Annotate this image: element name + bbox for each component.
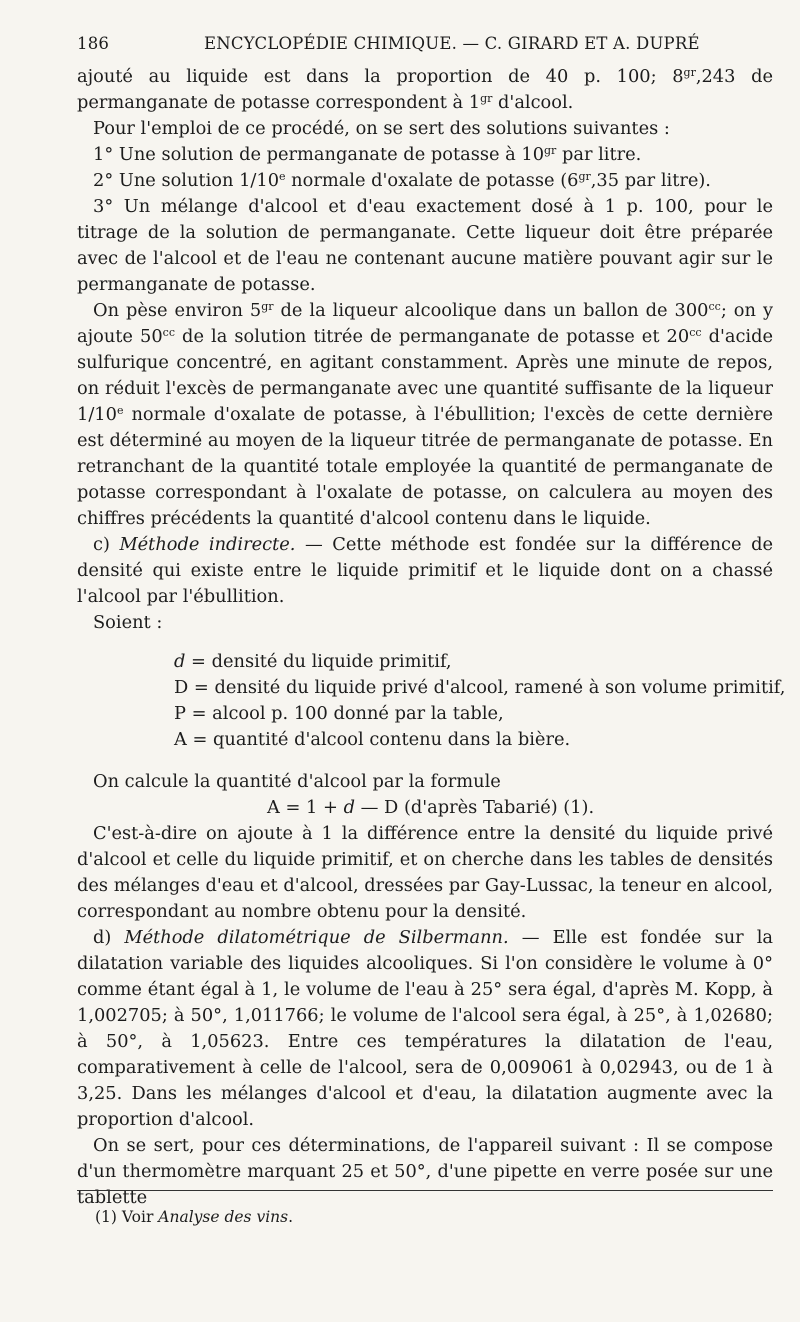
- footnote: (1) Voir Analyse des vins.: [95, 1208, 294, 1226]
- paragraph-3: 1° Une solution de permanganate de potasse à $10^{gr}$ par litre.: [93, 144, 642, 165]
- paragraph-1: ajouté au liquide est dans la proportion de 40 p. 100; $8^{gr},243$ de permanganate de potasse correspondent à $1^{gr}$ d'alcool.: [77, 66, 773, 113]
- definition-A: A = quantité d'alcool contenu dans la bière.: [174, 729, 571, 750]
- paragraph-2: Pour l'emploi de ce procédé, on se sert des solutions suivantes :: [93, 118, 670, 139]
- definition-P: P = alcool p. 100 donné par la table,: [174, 703, 504, 724]
- page-number: 186: [77, 34, 110, 53]
- paragraph-5: 3° Un mélange d'alcool et d'eau exactement dosé à 1 p. 100, pour le titrage de la solution de permanganate. Cette liqueur doit être préparée avec de l'alcool et de l'eau ne contenant aucune matière pouvant agir sur le permanganate de potasse.: [77, 196, 773, 295]
- page-header: [77, 34, 772, 58]
- running-title: ENCYCLOPÉDIE CHIMIQUE. — C. GIRARD ET A. DUPRÉ: [204, 34, 700, 53]
- paragraph-4: 2° Une solution 1/10e normale d'oxalate de potasse ($6^{gr},35$ par litre).: [93, 170, 711, 191]
- paragraph-appareil: On se sert, pour ces déterminations, de l'appareil suivant : Il se compose d'un thermomètre marquant 25 et 50°, d'une pipette en verre posée sur une tablette: [77, 1135, 773, 1208]
- footnote-divider: [77, 1190, 773, 1191]
- paragraph-formule-intro: On calcule la quantité d'alcool par la formule: [93, 771, 501, 792]
- paragraph-methode-indirecte: c) Méthode indirecte. — Cette méthode est fondée sur la différence de densité qui existe entre le liquide primitif et le liquide dont on a chassé l'alcool par l'ébullition.: [77, 534, 773, 607]
- body-text: [77, 64, 786, 1211]
- paragraph-methode-dilatometrique: d) Méthode dilatométrique de Silbermann. — Elle est fondée sur la dilatation variable des liquides alcooliques. Si l'on considère le volume à 0° comme étant égal à 1, le volume de l'eau à 25° sera égal, d'après M. Kopp, à 1,002705; à 50°, 1,011766; le volume de l'alcool sera égal, à 25°, à 1,02680; à 50°, à 1,05623. Entre ces températures la dilatation de l'eau, comparativement à celle de l'alcool, sera de 0,009061 à 0,02943, ou de 1 à 3,25. Dans les mélanges d'alcool et d'eau, la dilatation augmente avec la proportion d'alcool.: [77, 927, 773, 1130]
- definitions-list: [77, 649, 786, 753]
- formula: A = 1 + d — D (d'après Tabarié) (1).: [267, 797, 595, 818]
- definition-D: D = densité du liquide privé d'alcool, ramené à son volume primitif,: [174, 677, 786, 698]
- paragraph-explication: C'est-à-dire on ajoute à 1 la différence entre la densité du liquide privé d'alcool et celle du liquide primitif, et on cherche dans les tables de densités des mélanges d'eau et d'alcool, dressées par Gay-Lussac, la teneur en alcool, correspondant au nombre obtenu pour la densité.: [77, 823, 773, 922]
- definition-d: d = densité du liquide primitif,: [174, 651, 452, 672]
- paragraph-soient: Soient :: [93, 612, 163, 633]
- paragraph-6: On pèse environ $5^{gr}$ de la liqueur alcoolique dans un ballon de $300^{cc}$; on y ajoute $50^{cc}$ de la solution titrée de permanganate de potasse et $20^{cc}$ d'acide sulfurique concentré, en agitant constamment. Après une minute de repos, on réduit l'excès de permanganate avec une quantité suffisante de la liqueur 1/10e normale d'oxalate de potasse, à l'ébullition; l'excès de cette dernière est déterminé au moyen de la liqueur titrée de permanganate de potasse. En retranchant de la quantité totale employée la quantité de permanganate de potasse correspondant à l'oxalate de potasse, on calculera au moyen des chiffres précédents la quantité d'alcool contenu dans le liquide.: [77, 300, 774, 529]
